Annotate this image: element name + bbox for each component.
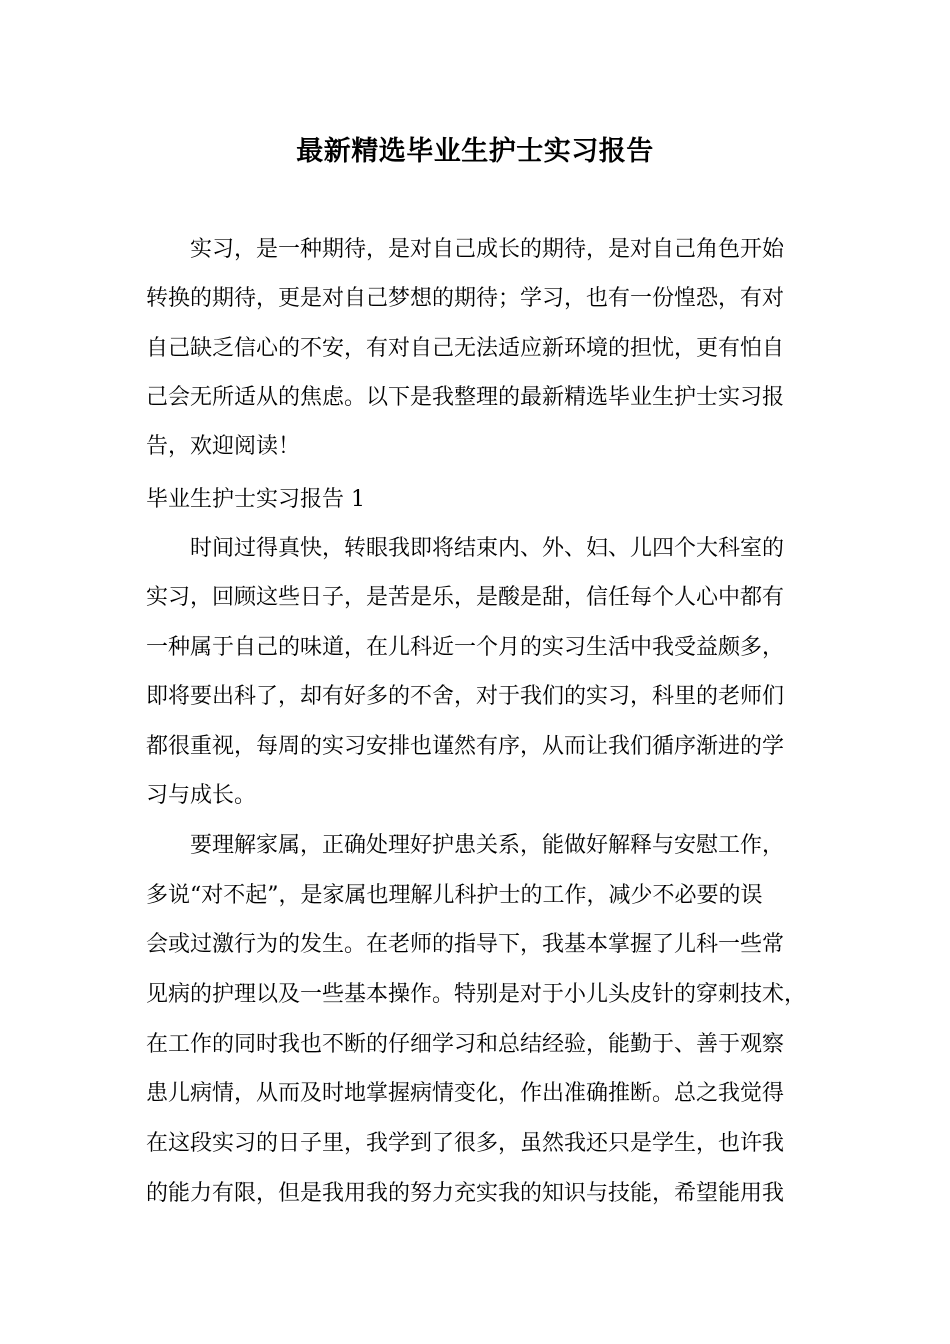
document-title: 最新精选毕业生护士实习报告 — [296, 136, 654, 167]
text-line-4: 己会无所适从的焦虑。以下是我整理的最新精选毕业生护士实习报 — [146, 385, 785, 410]
text-line-18: 患儿病情，从而及时地掌握病情变化，作出准确推断。总之我觉得 — [146, 1081, 785, 1106]
text-line-10: 即将要出科了，却有好多的不舍，对于我们的实习，科里的老师们 — [146, 684, 785, 709]
text-line-13: 要理解家属，正确处理好护患关系，能做好解释与安慰工作， — [190, 833, 785, 858]
text-line-12: 习与成长。 — [146, 783, 257, 808]
text-line-15: 会或过激行为的发生。在老师的指导下，我基本掌握了儿科一些常 — [146, 932, 785, 957]
text-line-16: 见病的护理以及一些基本操作。特别是对于小儿头皮针的穿刺技术， — [146, 982, 807, 1007]
section-heading: 毕业生护士实习报告 1 — [146, 487, 365, 512]
text-line-14: 多说“对不起”，是家属也理解儿科护士的工作，减少不必要的误 — [146, 883, 763, 908]
text-line-5: 告，欢迎阅读！ — [146, 434, 301, 459]
text-line-9: 一种属于自己的味道，在儿科近一个月的实习生活中我受益颇多， — [146, 635, 785, 660]
text-line-1: 实习，是一种期待，是对自己成长的期待，是对自己角色开始 — [190, 237, 785, 262]
text-line-19: 在这段实习的日子里，我学到了很多，虽然我还只是学生，也许我 — [146, 1131, 785, 1156]
text-line-7: 时间过得真快，转眼我即将结束内、外、妇、儿四个大科室的 — [190, 536, 785, 561]
text-line-2: 转换的期待，更是对自己梦想的期待；学习，也有一份惶恐，有对 — [146, 286, 785, 311]
text-line-17: 在工作的同时我也不断的仔细学习和总结经验，能勤于、善于观察 — [146, 1032, 785, 1057]
text-line-8: 实习，回顾这些日子，是苦是乐，是酸是甜，信任每个人心中都有 — [146, 585, 785, 610]
text-line-11: 都很重视，每周的实习安排也谨然有序，从而让我们循序渐进的学 — [146, 734, 785, 759]
text-line-20: 的能力有限，但是我用我的努力充实我的知识与技能，希望能用我 — [146, 1181, 785, 1206]
text-line-3: 自己缺乏信心的不安，有对自己无法适应新环境的担忧，更有怕自 — [146, 336, 785, 361]
